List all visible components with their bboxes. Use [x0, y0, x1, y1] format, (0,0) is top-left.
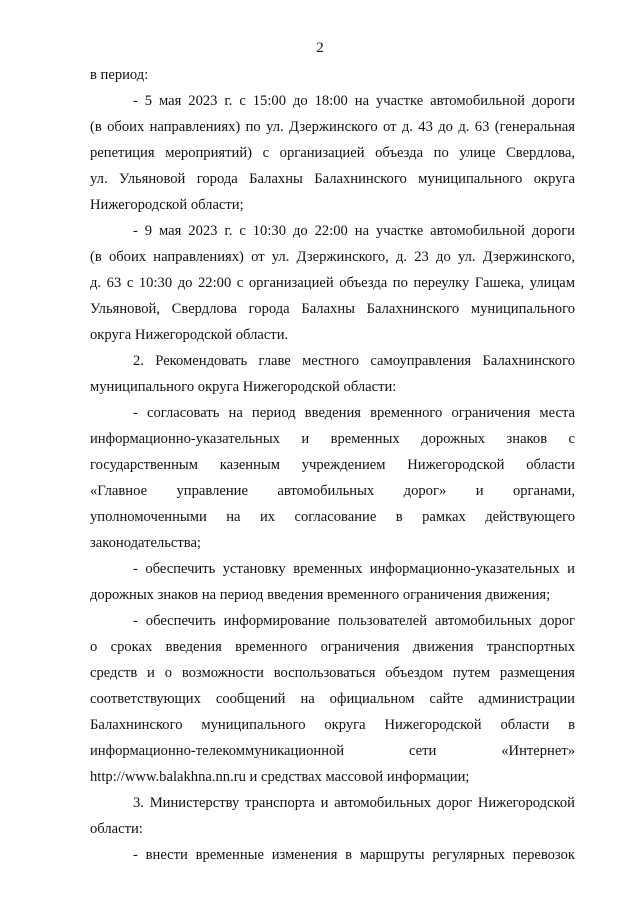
text-line: «Главное управление автомобильных дорог» и органами,: [90, 483, 575, 499]
text-line: о сроках введения временного ограничения движения транспортных: [90, 639, 575, 655]
text-line: (в обоих направлениях) по ул. Дзержинского от д. 43 до д. 63 (генеральная: [90, 119, 575, 135]
text-line: области:: [90, 821, 143, 837]
page-number: 2: [316, 40, 324, 56]
text-line: Нижегородской области;: [90, 197, 244, 213]
text-line: информационно-телекоммуникационной сети «Интернет»: [90, 743, 575, 759]
text-line: округа Нижегородской области.: [90, 327, 289, 343]
text-line: (в обоих направлениях) от ул. Дзержинского, д. 23 до ул. Дзержинского,: [90, 249, 575, 265]
text-line: в период:: [90, 67, 149, 83]
document-body: [90, 62, 575, 868]
text-line: - обеспечить установку временных информационно-указательных и: [133, 561, 575, 577]
text-line: - внести временные изменения в маршруты регулярных перевозок: [133, 847, 575, 863]
text-line: законодательства;: [90, 535, 201, 551]
text-line: - согласовать на период введения временного ограничения места: [133, 405, 575, 421]
text-line: средств и о возможности воспользоваться объездом путем размещения: [90, 665, 575, 681]
text-line: д. 63 с 10:30 до 22:00 с организацией объезда по переулку Гашека, улицам: [90, 275, 575, 291]
text-line: 3. Министерству транспорта и автомобильных дорог Нижегородской: [133, 795, 575, 811]
text-line: http://www.balakhna.nn.ru и средствах массовой информации;: [90, 769, 470, 785]
text-line: муниципального округа Нижегородской области:: [90, 379, 397, 395]
text-line: государственным казенным учреждением Нижегородской области: [90, 457, 575, 473]
text-line: соответствующих сообщений на официальном сайте администрации: [90, 691, 575, 707]
text-line: репетиция мероприятий) с организацией объезда по улице Свердлова,: [90, 145, 575, 161]
text-line: - 5 мая 2023 г. с 15:00 до 18:00 на участке автомобильной дороги: [133, 93, 575, 109]
text-line: ул. Ульяновой города Балахны Балахнинского муниципального округа: [90, 171, 575, 187]
text-line: - обеспечить информирование пользователей автомобильных дорог: [133, 613, 575, 629]
text-line: 2. Рекомендовать главе местного самоуправления Балахнинского: [133, 353, 575, 369]
text-line: Ульяновой, Свердлова города Балахны Балахнинского муниципального: [90, 301, 575, 317]
text-line: Балахнинского муниципального округа Нижегородской области в: [90, 717, 575, 733]
text-line: информационно-указательных и временных дорожных знаков с: [90, 431, 575, 447]
text-line: дорожных знаков на период введения временного ограничения движения;: [90, 587, 551, 603]
text-line: - 9 мая 2023 г. с 10:30 до 22:00 на участке автомобильной дороги: [133, 223, 575, 239]
text-line: уполномоченными на их согласование в рамках действующего: [90, 509, 575, 525]
